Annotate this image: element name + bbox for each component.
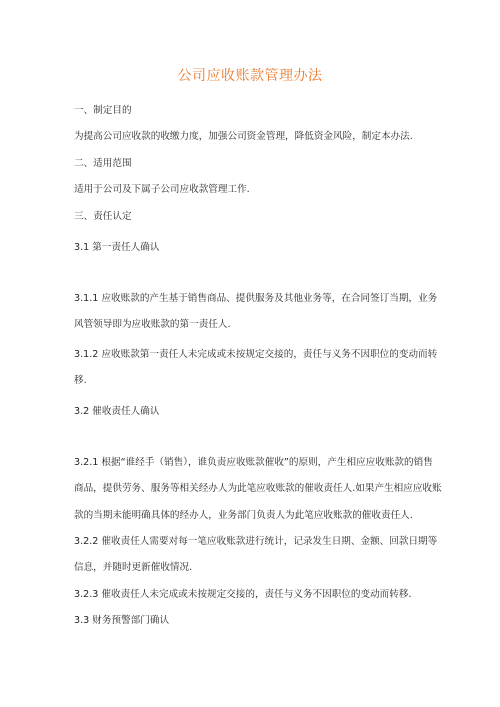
paragraph-3-2-2-line-2: 信息，并随时更新催收情况. bbox=[74, 562, 193, 573]
paragraph-3-1-2-line-2: 移. bbox=[74, 375, 87, 386]
paragraph-3-2-1-line-2: 商品，提供劳务、服务等相关经办人为此笔应收账款的催收责任人.如果产生相应应收账 bbox=[74, 483, 442, 494]
subsection-heading-3-1: 3.1 第一责任人确认 bbox=[74, 242, 160, 253]
section-heading-responsibility: 三、责任认定 bbox=[74, 211, 132, 222]
document-title: 公司应收账款管理办法 bbox=[177, 68, 323, 84]
paragraph-3-2-1-line-1: 3.2.1 根据“谁经手（销售），谁负责应收账款催收”的原则，产生相应应收账款的销售 bbox=[74, 457, 433, 468]
subsection-heading-3-3: 3.3 财务预警部门确认 bbox=[74, 615, 170, 626]
paragraph-3-1-1-line-1: 3.1.1 应收账款的产生基于销售商品、提供服务及其他业务等，在合同签订当期，业务 bbox=[74, 293, 438, 304]
section-heading-scope: 二、适用范围 bbox=[74, 158, 132, 169]
section-heading-purpose: 一、制定目的 bbox=[74, 105, 132, 116]
paragraph-3-2-1-line-3: 款的当期未能明确具体的经办人，业务部门负责人为此笔应收账款的催收责任人. bbox=[74, 510, 413, 521]
subsection-heading-3-2: 3.2 催收责任人确认 bbox=[74, 406, 160, 417]
paragraph-3-2-3: 3.2.3 催收责任人未完成或未按规定交接的，责任与义务不因职位的变动而转移. bbox=[74, 589, 412, 600]
paragraph-scope: 适用于公司及下属子公司应收款管理工作. bbox=[74, 184, 250, 195]
paragraph-3-2-2-line-1: 3.2.2 催收责任人需要对每一笔应收账款进行统计，记录发生日期、金额、回款日期等 bbox=[74, 536, 438, 547]
paragraph-3-1-1-line-2: 风管领导即为应收账款的第一责任人. bbox=[74, 319, 231, 330]
paragraph-purpose: 为提高公司应收款的收缴力度，加强公司资金管理，降低资金风险，制定本办法. bbox=[74, 131, 413, 142]
paragraph-3-1-2-line-1: 3.1.2 应收账款第一责任人未完成或未按规定交接的，责任与义务不因职位的变动而转 bbox=[74, 349, 438, 360]
